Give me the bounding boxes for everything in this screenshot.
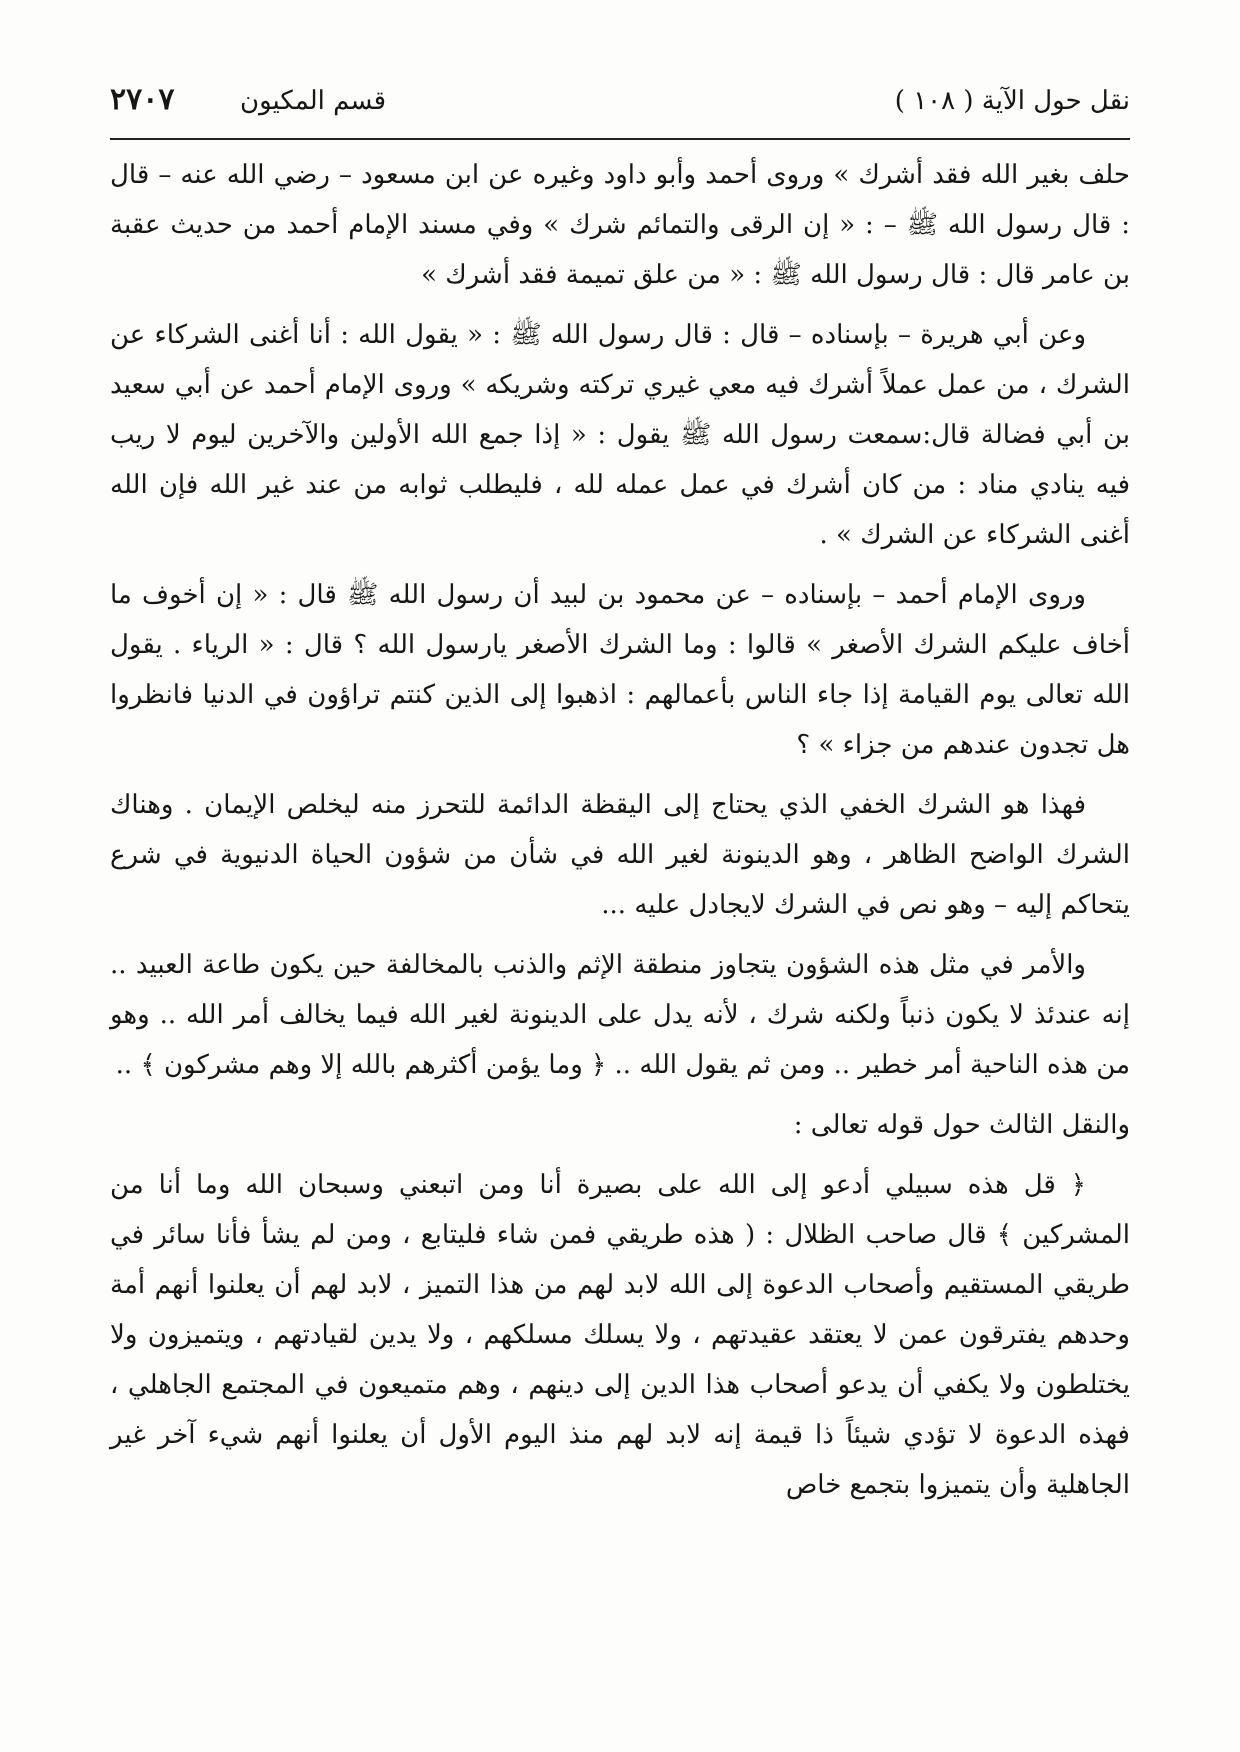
page-header	[110, 72, 1130, 136]
section-name: قسم المكيون	[240, 86, 387, 116]
header-rule	[110, 138, 1130, 140]
paragraph-5: والأمر في مثل هذه الشؤون يتجاوز منطقة الإثم والذنب بالمخالفة حين يكون طاعة العبيد .. إنه عندئذ لا يكون ذنباً ولكنه شرك ، لأنه يدل على الدينونة لغير الله فيما يخالف أمر الله .. وهو من هذه الناحية أمر خطير .. ومن ثم يقول الله .. ﴿ وما يؤمن أكثرهم بالله إلا وهم مشركون ﴾ ..	[110, 950, 1130, 1080]
page-number: ٢٧٠٧	[110, 82, 175, 117]
paragraph-7: ﴿ قل هذه سبيلي أدعو إلى الله على بصيرة أنا ومن اتبعني وسبحان الله وما أنا من المشركين ﴾ قال صاحب الظلال : ( هذه طريقي فمن شاء فليتابع ، ومن لم يشأ فأنا سائر في طريقي المستقيم وأصحاب الدعوة إلى الله لابد لهم من هذا التميز ، لابد لهم أن يعلنوا أنهم أمة وحدهم يفترقون عمن لا يعتقد عقيدتهم ، ولا يسلك مسلكهم ، ولا يدين لقيادتهم ، ويتميزون ولا يختلطون ولا يكفي أن يدعو أصحاب هذا الدين إلى دينهم ، وهم متميعون في المجتمع الجاهلي ، فهذه الدعوة لا تؤدي شيئاً ذا قيمة إنه لابد لهم منذ اليوم الأول أن يعلنوا أنهم شيء آخر غير الجاهلية وأن يتميزوا بتجمع خاص	[110, 1170, 1130, 1500]
paragraph-4: فهذا هو الشرك الخفي الذي يحتاج إلى اليقظة الدائمة للتحرز منه ليخلص الإيمان . وهناك الشرك الواضح الظاهر ، وهو الدينونة لغير الله في شأن من شؤون الحياة الدنيوية في شرع يتحاكم إليه – وهو نص في الشرك لايجادل عليه ...	[110, 790, 1130, 920]
page-body	[110, 150, 1130, 1520]
paragraph-1: حلف بغير الله فقد أشرك » وروى أحمد وأبو داود وغيره عن ابن مسعود – رضي الله عنه – قال : قال رسول الله ﷺ – : « إن الرقى والتمائم شرك » وفي مسند الإمام أحمد من حديث عقبة بن عامر قال : قال رسول الله ﷺ : « من علق تميمة فقد أشرك »	[110, 160, 1130, 290]
paragraph-3: وروى الإمام أحمد – بإسناده – عن محمود بن لبيد أن رسول الله ﷺ قال : « إن أخوف ما أخاف عليكم الشرك الأصغر » قالوا : وما الشرك الأصغر يارسول الله ؟ قال : « الرياء . يقول الله تعالى يوم القيامة إذا جاء الناس بأعمالهم : اذهبوا إلى الذين كنتم تراؤون في الدنيا فانظروا هل تجدون عندهم من جزاء » ؟	[110, 580, 1130, 760]
running-title: نقل حول الآية ( ١٠٨ )	[894, 86, 1130, 116]
paragraph-2: وعن أبي هريرة – بإسناده – قال : قال رسول الله ﷺ : « يقول الله : أنا أغنى الشركاء عن الشرك ، من عمل عملاً أشرك فيه معي غيري تركته وشريكه » وروى الإمام أحمد عن أبي سعيد بن أبي فضالة قال:سمعت رسول الله ﷺ يقول : « إذا جمع الله الأولين والآخرين ليوم لا ريب فيه ينادي مناد : من كان أشرك في عمل عمله لله ، فليطلب ثوابه من عند غير الله فإن الله أغنى الشركاء عن الشرك » .	[110, 320, 1130, 550]
paragraph-6: والنقل الثالث حول قوله تعالى :	[793, 1110, 1130, 1140]
